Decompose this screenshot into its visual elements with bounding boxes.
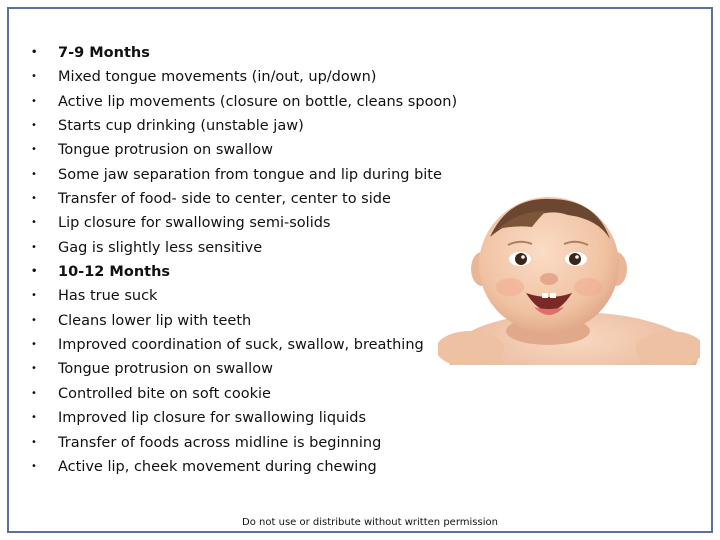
bullet-text: 7-9 Months [58,45,150,61]
bullet-text: Some jaw separation from tongue and lip during bite [58,166,442,183]
bullet-item [31,90,457,114]
bullet-text: Tongue protrusion on swallow [58,361,273,378]
bullet-text: Cleans lower lip with teeth [58,312,252,329]
bullet-dot-icon: • [31,412,37,424]
footer-notice: Do not use or distribute without written permission [242,517,498,528]
baby-photo [438,189,700,365]
bullet-item [31,309,457,333]
bullet-item [31,138,457,162]
bullet-text: 10-12 Months [58,264,171,281]
bullet-dot-icon: • [31,314,37,326]
bullet-heading [31,260,457,284]
bullet-item [31,431,457,455]
slide [7,7,713,533]
bullet-dot-icon: • [31,168,37,180]
bullet-list [31,41,457,479]
bullet-text: Transfer of food- side to center, center to side [58,191,391,208]
bullet-text: Lip closure for swallowing semi-solids [58,215,331,232]
bullet-dot-icon: • [31,290,37,302]
bullet-text: Has true suck [58,288,158,305]
bullet-item [31,357,457,381]
bullet-item [31,211,457,235]
bullet-dot-icon: • [31,71,37,83]
bullet-item [31,333,457,357]
bullet-dot-icon: • [31,266,38,278]
bullet-item [31,284,457,308]
bullet-text: Improved lip closure for swallowing liquids [58,410,366,427]
bullet-dot-icon: • [31,193,37,205]
bullet-text: Transfer of foods across midline is beginning [58,434,382,451]
bullet-text: Improved coordination of suck, swallow, breathing [58,337,424,354]
bullet-item [31,65,457,89]
bullet-text: Gag is slightly less sensitive [58,239,263,256]
bullet-item [31,163,457,187]
bullet-dot-icon: • [31,436,37,448]
bullet-item [31,187,457,211]
bullet-dot-icon: • [31,144,37,156]
bullet-dot-icon: • [31,460,37,472]
bullet-dot-icon: • [31,241,37,253]
bullet-dot-icon: • [31,217,37,229]
bullet-text: Active lip, cheek movement during chewing [58,458,377,475]
bullet-text: Controlled bite on soft cookie [58,385,271,402]
bullet-item [31,455,457,479]
bullet-text: Active lip movements (closure on bottle, cleans spoon) [58,93,458,110]
bullet-text: Starts cup drinking (unstable jaw) [58,118,304,135]
bullet-text: Tongue protrusion on swallow [58,142,273,159]
bullet-heading [31,41,457,65]
bullet-item [31,236,457,260]
bullet-item [31,114,457,138]
bullet-dot-icon: • [31,95,37,107]
bullet-dot-icon: • [31,387,37,399]
bullet-item [31,406,457,430]
bullet-item [31,382,457,406]
bullet-text: Mixed tongue movements (in/out, up/down) [58,69,377,86]
bullet-dot-icon: • [31,339,37,351]
bullet-dot-icon: • [31,120,37,132]
bullet-dot-icon: • [31,363,37,375]
bullet-dot-icon: • [31,47,38,58]
